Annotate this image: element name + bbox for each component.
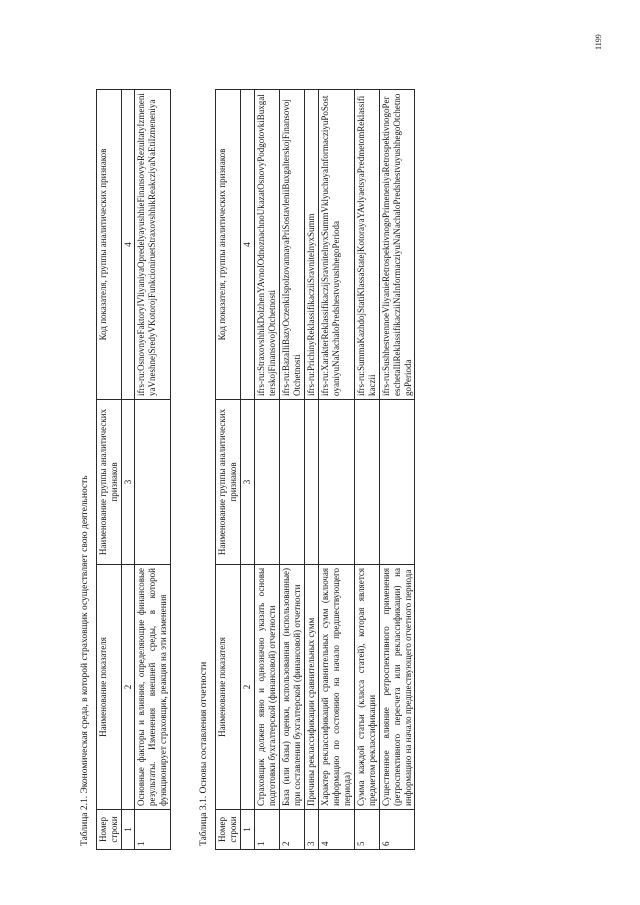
header-row-number: Номер строки bbox=[96, 810, 121, 850]
column-number-row bbox=[121, 90, 135, 850]
page-content bbox=[80, 90, 600, 850]
header-indicator-name: Наименование показателя bbox=[215, 565, 240, 810]
indicator-code: ifrs-ru:PrichinyReklassifikacziiSravnitelnyxSumm bbox=[304, 90, 318, 400]
indicator-code: ifrs-ru:XarakterReklassifikaczijSravnitelnyxSummVklyuchayaInformacziyuPoSostoyaniyuNaNachaloPredshestvuyushhegoPerioda bbox=[318, 90, 354, 400]
column-number: 1 bbox=[121, 810, 135, 850]
column-number: 1 bbox=[240, 810, 254, 850]
table-row bbox=[318, 90, 354, 850]
indicator-name: Страховщик должен явно и однозначно указать основы подготовки бухгалтерской (финансовой) отчетности bbox=[254, 565, 279, 810]
indicator-name: Существенное влияние ретроспективного применения (ретроспективного пересчета или реклассификации) на информацию на начало предшествующего отчетного периода bbox=[379, 565, 415, 810]
group-name bbox=[354, 400, 379, 565]
column-number: 2 bbox=[121, 565, 135, 810]
header-row-number: Номер строки bbox=[215, 810, 240, 850]
table-row bbox=[379, 90, 415, 850]
table-3-1 bbox=[215, 89, 416, 850]
indicator-code: ifrs-ru:BazaIliBazyOczenkiIspolzovannayaPriSostavleniiBuxgalterskojFinansovojOtchetnosti bbox=[279, 90, 304, 400]
column-number: 4 bbox=[240, 90, 254, 400]
indicator-name: Характер реклассификаций сравнительных сумм (включая информацию по состоянию на начало предшествующего периода) bbox=[318, 565, 354, 810]
indicator-code: ifrs-ru:SummaKazhdojStatiKlassaStatejKotorayaYAvlyaetsyaPredmetomReklassifikaczii bbox=[354, 90, 379, 400]
row-number: 4 bbox=[318, 810, 354, 850]
indicator-code: ifrs-ru:SushhestvennoeVliyanieRetrospektivnogoPrimeneniyaRetrospektivnogoPereschetaIliReklassifikacziiNaInformacziyuNaNachaloPredshestvuyushhegoOtchetnogoPerioda bbox=[379, 90, 415, 400]
indicator-code: ifrs-ru:StraxovshhikDolzhenYAvnoIOdnoznachnoUkazatOsnovyPodgotovkiBuxgalterskojFinansovojOtchetnosti bbox=[254, 90, 279, 400]
table-row bbox=[354, 90, 379, 850]
column-number: 3 bbox=[240, 400, 254, 565]
header-indicator-name: Наименование показателя bbox=[96, 565, 121, 810]
header-code: Код показателя, группы аналитических признаков bbox=[96, 90, 121, 400]
group-name bbox=[304, 400, 318, 565]
header-code: Код показателя, группы аналитических признаков bbox=[215, 90, 240, 400]
table-2-1-caption: Таблица 2.1. Экономическая среда, в которой страховщик осуществляет свою деятельность bbox=[80, 475, 90, 846]
group-name bbox=[379, 400, 415, 565]
row-number: 6 bbox=[379, 810, 415, 850]
indicator-name: Причины реклассификации сравнительных сумм bbox=[304, 565, 318, 810]
table-header-row bbox=[215, 90, 240, 850]
group-name bbox=[135, 400, 171, 565]
table-2-1 bbox=[96, 89, 172, 850]
row-number: 1 bbox=[254, 810, 279, 850]
column-number: 3 bbox=[121, 400, 135, 565]
row-number: 5 bbox=[354, 810, 379, 850]
indicator-code: ifrs-ru:OsnovnyeFaktoryIVliyaniyaOpredelyayushhieFinansovyeRezultatyIzmeneniyaVneshnejSredyVKotorojFunkcioniruetStraxovshhikReakcziyaNaEtiIzmeneniya bbox=[135, 90, 171, 400]
group-name bbox=[318, 400, 354, 565]
indicator-name: Основные факторы и влияния, определяющие финансовые результаты. Изменения внешней среды, в которой функционирует страховщик, реакция на эти изменения bbox=[135, 565, 171, 810]
group-name bbox=[254, 400, 279, 565]
column-number: 2 bbox=[240, 565, 254, 810]
table-row bbox=[304, 90, 318, 850]
column-number: 4 bbox=[121, 90, 135, 400]
table-row bbox=[279, 90, 304, 850]
indicator-name: База (или базы) оценки, использованная (использованные) при составлении бухгалтерской (финансовой) отчетности bbox=[279, 565, 304, 810]
row-number: 2 bbox=[279, 810, 304, 850]
column-number-row bbox=[240, 90, 254, 850]
row-number: 1 bbox=[135, 810, 171, 850]
group-name bbox=[279, 400, 304, 565]
table-header-row bbox=[96, 90, 121, 850]
table-3-1-caption: Таблица 3.1. Основы составления отчетности bbox=[199, 661, 210, 846]
row-number: 3 bbox=[304, 810, 318, 850]
indicator-name: Сумма каждой статьи (класса статей), которая является предметом реклассификации bbox=[354, 565, 379, 810]
table-row bbox=[254, 90, 279, 850]
header-group-name: Наименование группы аналитических признаков bbox=[215, 400, 240, 565]
header-group-name: Наименование группы аналитических признаков bbox=[96, 400, 121, 565]
page-number: 1199 bbox=[594, 34, 603, 50]
table-row bbox=[135, 90, 171, 850]
